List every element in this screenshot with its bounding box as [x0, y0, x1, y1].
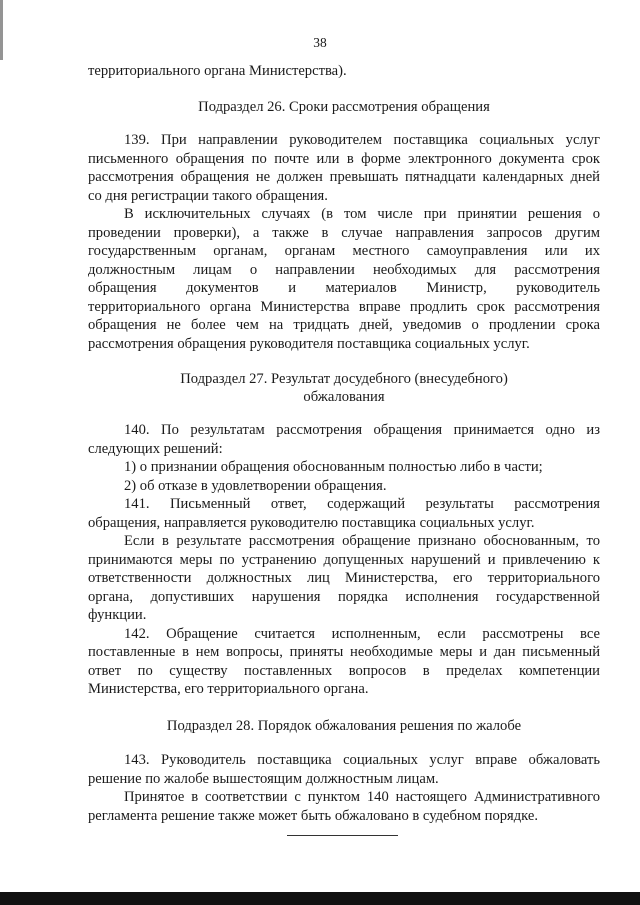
- text-line: решение по жалобе вышестоящим должностным лицам.: [88, 770, 439, 787]
- text-line: рассмотрения обращения не должен превышать пятнадцати календарных дней: [88, 169, 600, 185]
- list-item: 2) об отказе в удовлетворении обращения.: [124, 477, 387, 494]
- text-line: принимаются меры по устранению допущенных нарушений и привлечению к: [88, 551, 600, 568]
- text-line: ответ по существу поставленных вопросов в пределах компетенции: [88, 662, 600, 679]
- text-line: обращения, направляется руководителю поставщика социальных услуг.: [88, 514, 535, 531]
- section-heading-27-cont: обжалования: [303, 389, 385, 405]
- text-line: 141. Письменный ответ, содержащий результаты рассмотрения: [124, 496, 600, 512]
- text-line: должностным лицам о направлении необходимых для рассмотрения: [88, 261, 600, 278]
- text-line: проведении проверки), а также в случае направления запросов другим: [88, 224, 600, 241]
- text-line: территориального органа Министерства).: [88, 63, 347, 79]
- list-item: 1) о признании обращения обоснованным полностью либо в части;: [124, 459, 543, 475]
- section-heading-26: Подраздел 26. Сроки рассмотрения обращения: [198, 99, 490, 115]
- text-line: 143. Руководитель поставщика социальных услуг вправе обжаловать: [124, 752, 600, 768]
- text-line: ответственности должностных лиц Министерства, его территориального: [88, 570, 600, 586]
- text-line: регламента решение также может быть обжаловано в судебном порядке.: [88, 807, 539, 824]
- text-line: 142. Обращение считается исполненным, если рассмотрены все: [124, 625, 600, 642]
- text-line: 139. При направлении руководителем поставщика социальных услуг: [124, 132, 600, 148]
- text-line: В исключительных случаях (в том числе при принятии решения о: [124, 206, 600, 222]
- text-line: функции.: [88, 607, 147, 623]
- section-heading-27: Подраздел 27. Результат досудебного (внесудебного): [180, 371, 508, 387]
- text-line: 140. По результатам рассмотрения обращения принимается одно из: [124, 422, 600, 438]
- text-line: обращения не более чем на тридцать дней, уведомив о продлении срока: [88, 317, 600, 333]
- page-number: 38: [313, 35, 327, 50]
- text-line: органа, допустивших нарушения порядка исполнения государственной: [88, 588, 600, 605]
- text-line: письменного обращения по почте или в форме электронного документа срок: [88, 150, 600, 167]
- text-line: государственным органам, органам местного самоуправления или их: [88, 243, 600, 259]
- text-line: Если в результате рассмотрения обращение признано обоснованным, то: [124, 533, 600, 549]
- closing-rule: [287, 835, 398, 836]
- text-line: рассмотрения обращения руководителя поставщика социальных услуг.: [88, 335, 530, 352]
- text-line: обращения документов и материалов Министр, руководитель: [88, 280, 600, 296]
- text-line: следующих решений:: [88, 440, 223, 457]
- text-line: Министерства, его территориального органа.: [88, 681, 369, 697]
- text-line: поставленные в нем вопросы, приняты необходимые меры и дан письменный: [88, 644, 600, 660]
- text-line: Принятое в соответствии с пунктом 140 настоящего Административного: [124, 789, 600, 805]
- scan-bottom-edge: [0, 892, 640, 905]
- text-line: со дня регистрации такого обращения.: [88, 187, 328, 204]
- text-line: территориального органа Министерства вправе продлить срок рассмотрения: [88, 298, 600, 315]
- section-heading-28: Подраздел 28. Порядок обжалования решения по жалобе: [166, 718, 522, 734]
